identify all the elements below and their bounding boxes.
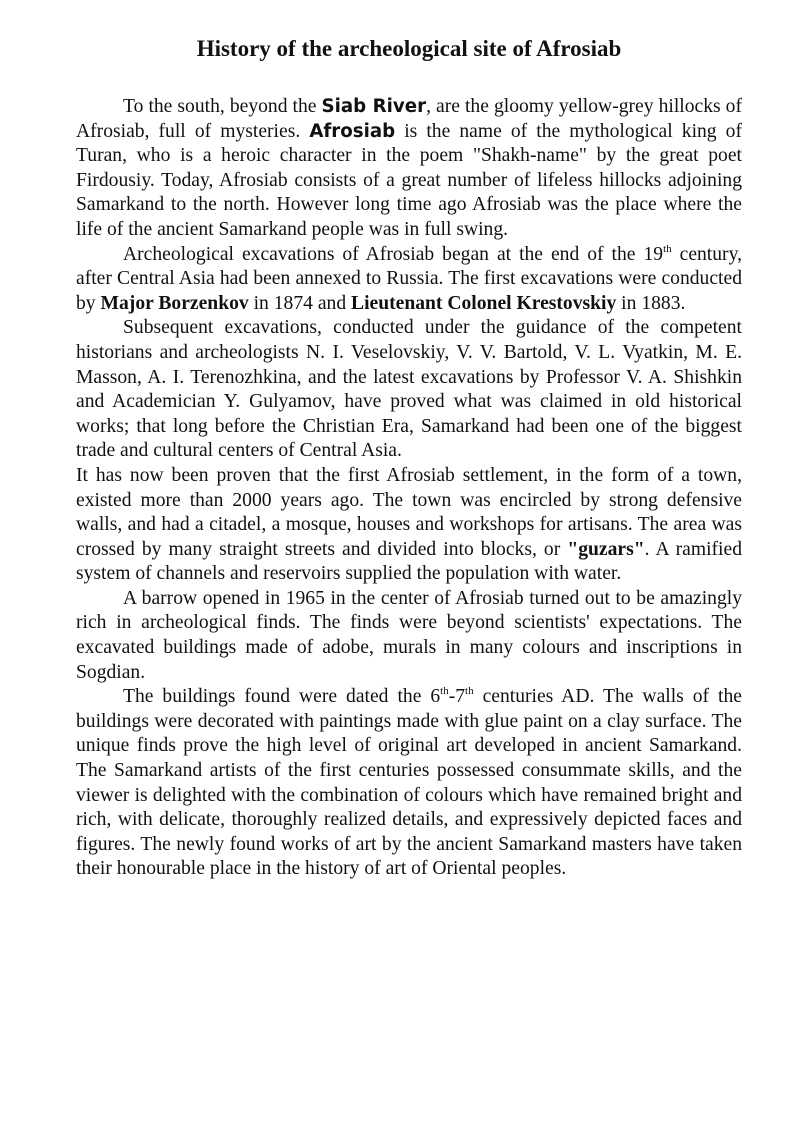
text-run: It has now been proven that the first Afrosiab settlement, in the form of a town, existed more than 2000 years ago. The town was encircled by strong defensive walls, and had a citadel, a mosque, houses and workshops for artisans. The area was crossed by many straight streets and divided into blocks, or bbox=[76, 464, 742, 560]
document-title: History of the archeological site of Afrosiab bbox=[196, 36, 622, 61]
superscript-th: th bbox=[440, 685, 449, 698]
bold-term-guzars: "guzars" bbox=[567, 538, 645, 560]
bold-term-siab-river: Siab River bbox=[321, 96, 427, 117]
superscript-th: th bbox=[663, 242, 672, 255]
text-run: , are the gloomy yellow-grey hillocks of Afrosiab, full of mysteries. bbox=[76, 96, 742, 142]
paragraph-first-settlement bbox=[76, 464, 742, 587]
text-run: Archeological excavations of Afrosiab began at the end of the 19 bbox=[123, 243, 664, 265]
paragraph-subsequent-excavations: Subsequent excavations, conducted under the guidance of the competent historians and archeologists N. I. Veselovskiy, V. V. Bartold, V. L. Vyatkin, M. E. Masson, A. I. Terenozhkina, and the latest excavations by Professor V. A. Shishkin and Academician Y. Gulyamov, have proved what was claimed in old historical works; that long before the Christian Era, Samarkand had been one of the biggest trade and cultural centers of Central Asia. bbox=[76, 317, 742, 462]
text-run: centuries AD. The walls of the buildings were decorated with paintings made with glue paint on a clay surface. The unique finds prove the high level of original art developed in ancient Samarkand. The Samarkand artists of the first centuries possessed consummate skills, and the viewer is delighted with the combination of colours which have remained bright and rich, with delicate, thoroughly realized details, and expressively depicted faces and figures. The newly found works of art by the ancient Samarkand masters have taken their honourable place in the history of art of Oriental peoples. bbox=[76, 686, 742, 880]
bold-term-lieutenant-colonel: Lieutenant Colonel Krestovskiy bbox=[351, 292, 617, 314]
text-run: -7 bbox=[448, 686, 466, 708]
paragraph-barrow-1965: A barrow opened in 1965 in the center of Afrosiab turned out to be amazingly rich in archeological finds. The finds were beyond scientists' expectations. The excavated buildings made of adobe, murals in many colours and inscriptions in Sogdian. bbox=[76, 587, 742, 683]
superscript-th: th bbox=[465, 685, 474, 698]
text-run: is the name of the mythological king of Turan, who is a heroic character in the poem "Shakh-name" by the great poet Firdousiy. Today, Afrosiab consists of a great number of lifeless hillocks adjoining Samarkand to the north. However long time ago Afrosiab was the place where the life of the ancient Samarkand people was in full swing. bbox=[76, 120, 743, 240]
paragraph-buildings-dated bbox=[76, 685, 742, 882]
bold-term-afrosiab: Afrosiab bbox=[309, 120, 396, 142]
bold-term-major-borzenkov: Major Borzenkov bbox=[100, 292, 249, 314]
text-run: To the south, beyond the bbox=[123, 96, 322, 117]
text-run: in 1883. bbox=[616, 292, 686, 314]
text-run: in 1874 and bbox=[248, 292, 352, 314]
document-page bbox=[76, 34, 742, 882]
text-run: century, after Central Asia had been annexed to Russia. The first excavations were conducted by bbox=[76, 243, 742, 314]
paragraph-siab-river bbox=[76, 95, 742, 243]
text-run: . A ramified system of channels and reservoirs supplied the population with water. bbox=[76, 538, 742, 585]
text-run: The buildings found were dated the 6 bbox=[123, 686, 441, 708]
paragraph-excavations-begin bbox=[76, 243, 742, 317]
